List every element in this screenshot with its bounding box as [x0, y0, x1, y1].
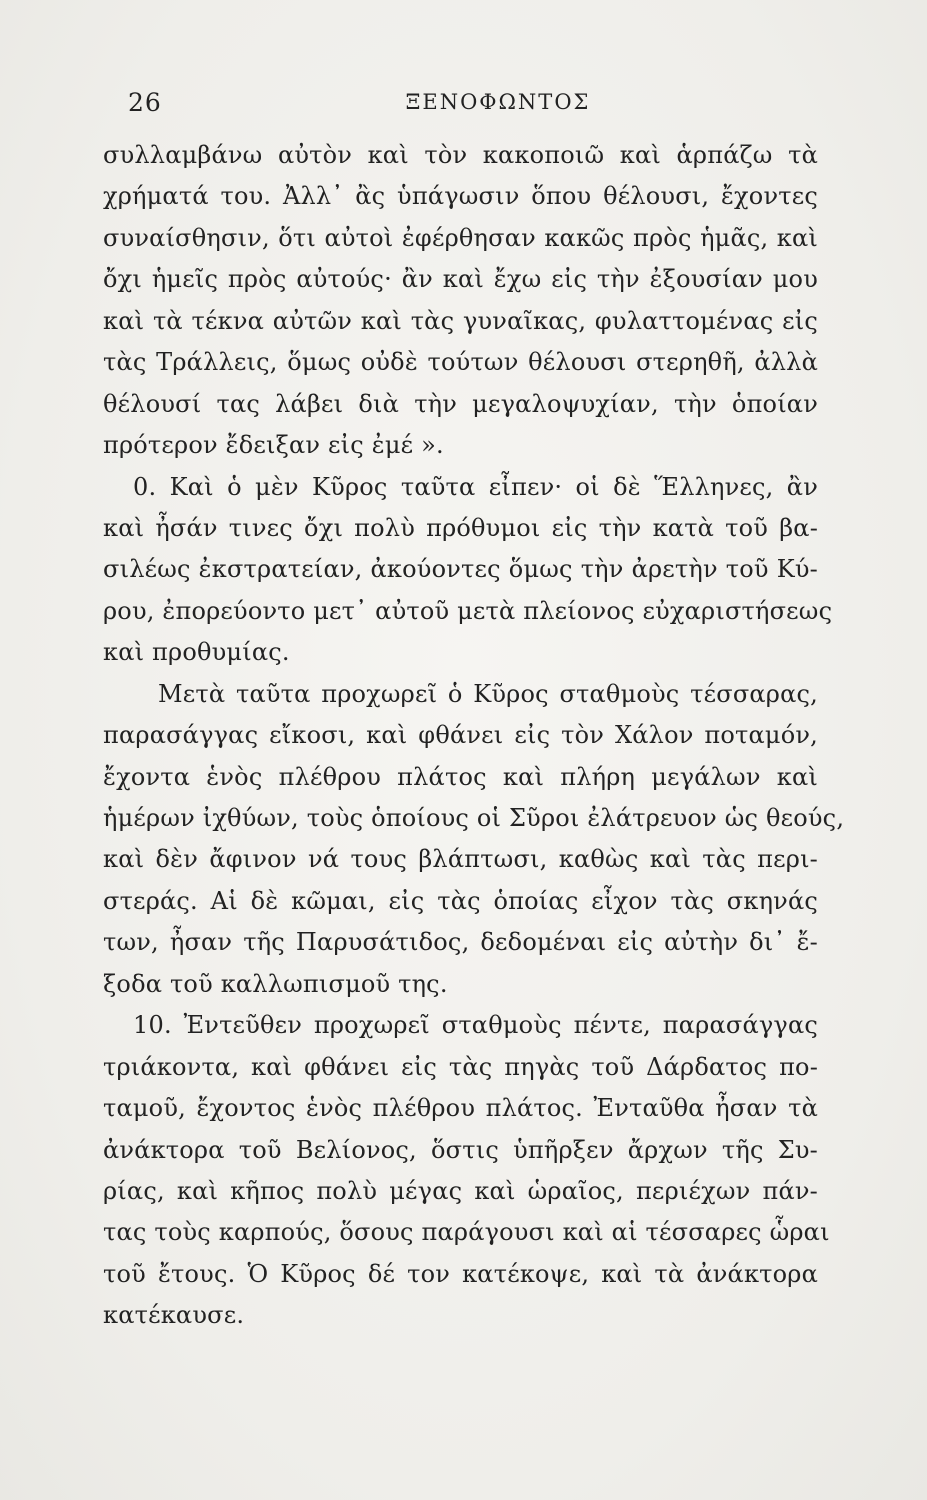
text-line: τας τοὺς καρπούς, ὅσους παράγουσι καὶ αἱ τέσσαρες ὧραι — [103, 1218, 830, 1247]
text-line: καὶ δὲν ἄφινον νά τους βλάπτωσι, καθὼς καὶ τὰς περι- — [103, 845, 818, 874]
text-line: καὶ τὰ τέκνα αὐτῶν καὶ τὰς γυναῖκας, φυλαττομένας εἰς — [103, 306, 818, 335]
text-line: ταμοῦ, ἔχοντος ἑνὸς πλέθρου πλάτος. Ἐνταῦθα ἦσαν τὰ — [103, 1094, 818, 1123]
text-line: καὶ ἦσάν τινες ὄχι πολὺ πρόθυμοι εἰς τὴν κατὰ τοῦ βα- — [103, 513, 818, 542]
text-line: ρίας, καὶ κῆπος πολὺ μέγας καὶ ὡραῖος, περιέχων πάν- — [103, 1176, 818, 1205]
body-text — [103, 135, 845, 1337]
text-line: χρήματά του. Ἀλλ᾽ ἂς ὑπάγωσιν ὅπου θέλουσι, ἔχοντες — [103, 182, 818, 211]
text-line: κατέκαυσε. — [103, 1301, 245, 1330]
text-line: καὶ προθυμίας. — [103, 638, 290, 667]
text-line: Μετὰ ταῦτα προχωρεῖ ὁ Κῦρος σταθμοὺς τέσσαρας, — [158, 679, 818, 708]
text-line: ὄχι ἡμεῖς πρὸς αὐτούς· ἂν καὶ ἔχω εἰς τὴν ἐξουσίαν μου — [103, 265, 818, 294]
text-line: 0. Καὶ ὁ μὲν Κῦρος ταῦτα εἶπεν· οἱ δὲ Ἕλληνες, ἂν — [133, 472, 818, 501]
text-line: συλλαμβάνω αὐτὸν καὶ τὸν κακοποιῶ καὶ ἁρπάζω τὰ — [103, 141, 818, 169]
text-line: ἔχοντα ἑνὸς πλέθρου πλάτος καὶ πλήρη μεγάλων καὶ — [103, 762, 818, 791]
text-line: ἀνάκτορα τοῦ Βελίονος, ὅστις ὑπῆρξεν ἄρχων τῆς Συ- — [103, 1135, 818, 1164]
text-line: ρου, ἐπορεύοντο μετ᾽ αὐτοῦ μετὰ πλείονος εὐχαριστήσεως — [103, 596, 833, 625]
text-line: σιλέως ἐκστρατείαν, ἀκούοντες ὅμως τὴν ἀρετὴν τοῦ Κύ- — [103, 555, 818, 584]
page-header — [128, 88, 788, 122]
text-line: στεράς. Αἱ δὲ κῶμαι, εἰς τὰς ὁποίας εἶχον τὰς σκηνάς — [103, 886, 818, 915]
running-head: ΞΕΝΟΦΩΝΤΟΣ — [405, 90, 591, 114]
text-line: παρασάγγας εἴκοσι, καὶ φθάνει εἰς τὸν Χάλον ποταμόν, — [103, 721, 818, 750]
text-line: συναίσθησιν, ὅτι αὐτοὶ ἐφέρθησαν κακῶς πρὸς ἡμᾶς, καὶ — [103, 223, 818, 252]
text-line: τοῦ ἔτους. Ὁ Κῦρος δέ τον κατέκοψε, καὶ τὰ ἀνάκτορα — [103, 1259, 818, 1288]
text-line: θέλουσί τας λάβει διὰ τὴν μεγαλοψυχίαν, τὴν ὁποίαν — [103, 389, 818, 418]
text-line: 10. Ἐντεῦθεν προχωρεῖ σταθμοὺς πέντε, παρασάγγας — [133, 1011, 818, 1040]
text-line: τὰς Τράλλεις, ὅμως οὐδὲ τούτων θέλουσι στερηθῆ, ἀλλὰ — [103, 348, 818, 377]
text-line: ξοδα τοῦ καλλωπισμοῦ της. — [103, 969, 448, 998]
text-line: πρότερον ἔδειξαν εἰς ἐμέ ». — [103, 431, 444, 460]
text-line: τριάκοντα, καὶ φθάνει εἰς τὰς πηγὰς τοῦ Δάρδατος πο- — [103, 1052, 818, 1081]
text-line: των, ἦσαν τῆς Παρυσάτιδος, δεδομέναι εἰς αὐτὴν δι᾽ ἔ- — [103, 928, 818, 957]
page-number: 26 — [128, 88, 162, 117]
text-line: ἡμέρων ἰχθύων, τοὺς ὁποίους οἱ Σῦροι ἐλάτρευον ὡς θεούς, — [103, 804, 845, 832]
